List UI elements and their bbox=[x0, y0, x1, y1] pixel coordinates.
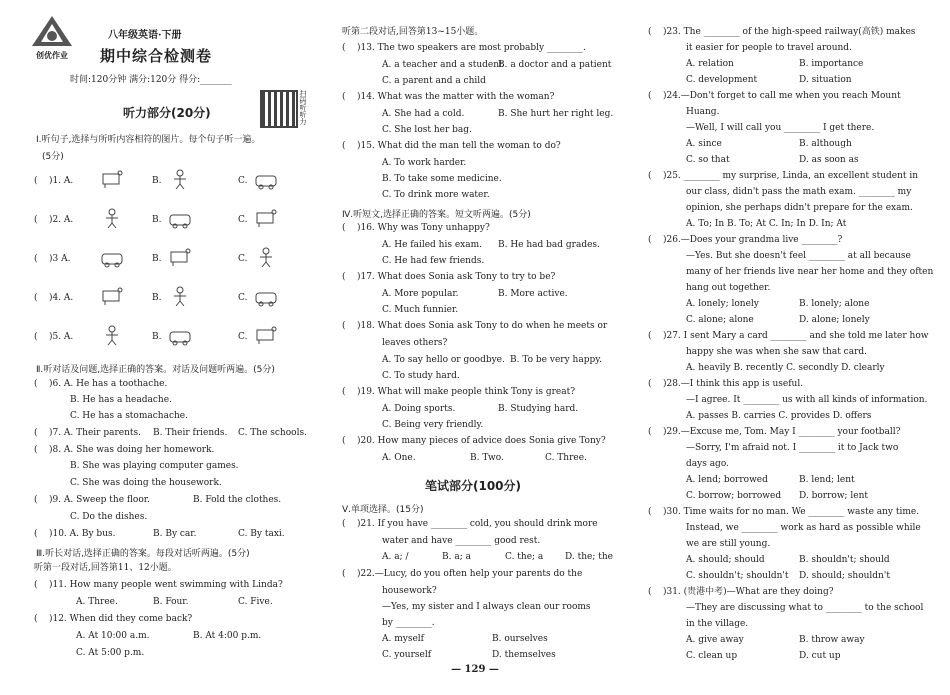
q22: ( )22.—Lucy, do you often help your parents do the bbox=[342, 569, 583, 579]
q18-line2: leaves others? bbox=[382, 338, 448, 348]
q11-option-c: C. Five. bbox=[238, 597, 273, 607]
q12-option-c: C. At 5:00 p.m. bbox=[76, 648, 145, 658]
q4-picture-c[interactable] bbox=[254, 285, 278, 307]
qr-label: 扫码听听力 bbox=[299, 90, 307, 125]
q13: ( )13. The two speakers are most probably ________. bbox=[342, 43, 586, 53]
q3-picture-a[interactable] bbox=[100, 246, 124, 268]
scene-icon bbox=[254, 168, 278, 190]
q19: ( )19. What will make people think Tony is great? bbox=[342, 387, 576, 397]
q5-option-b: B. bbox=[152, 332, 162, 342]
q18-option-c: C. To study hard. bbox=[382, 371, 460, 381]
q22-option-d: D. themselves bbox=[492, 650, 556, 660]
logo-text: 创优作业 bbox=[36, 50, 68, 60]
q29-line3: days ago. bbox=[686, 459, 729, 469]
q1-picture-b[interactable] bbox=[168, 168, 192, 190]
q4-option-c: C. bbox=[238, 293, 248, 303]
q25-options: A. To; In B. To; At C. In; In D. In; At bbox=[686, 219, 847, 229]
q31-option-c: C. clean up bbox=[686, 651, 738, 661]
q29-option-c: C. borrow; borrowed bbox=[686, 491, 782, 501]
q22-option-b: B. ourselves bbox=[492, 634, 548, 644]
q3-picture-c[interactable] bbox=[254, 246, 278, 268]
q22-line3: —Yes, my sister and I always clean our rooms bbox=[382, 602, 591, 612]
q4-option-b: B. bbox=[152, 293, 162, 303]
q23-option-b: B. importance bbox=[799, 59, 864, 69]
q4-label: ( )4. A. bbox=[34, 293, 74, 303]
q6: ( )6. A. He has a toothache. bbox=[34, 379, 168, 389]
q2-picture-b[interactable] bbox=[168, 207, 192, 229]
q15-option-c: C. To drink more water. bbox=[382, 190, 490, 200]
q11-option-a: A. Three. bbox=[76, 597, 118, 607]
left-column bbox=[28, 0, 313, 695]
q16-option-b: B. He had bad grades. bbox=[498, 240, 600, 250]
q20-option-a: A. One. bbox=[382, 453, 416, 463]
section-3-title: Ⅲ.听长对话,选择正确的答案。每段对话听两遍。(5分) bbox=[36, 549, 250, 559]
q23: ( )23. The ________ of the high-speed railway(高铁) makes bbox=[648, 27, 916, 37]
q30-option-b: B. shouldn't; should bbox=[799, 555, 890, 565]
q21-option-b: B. a; a bbox=[442, 552, 471, 562]
q26-line4: hang out together. bbox=[686, 283, 771, 293]
scene-icon bbox=[254, 246, 278, 268]
q1-option-c: C. bbox=[238, 176, 248, 186]
section-3-sub2: 听第二段对话,回答第13~15小题。 bbox=[342, 27, 484, 37]
scene-icon bbox=[168, 207, 192, 229]
scene-icon bbox=[100, 324, 124, 346]
q1-picture-c[interactable] bbox=[254, 168, 278, 190]
q19-option-c: C. Being very friendly. bbox=[382, 420, 484, 430]
q3-option-b: B. bbox=[152, 254, 162, 264]
middle-column bbox=[340, 0, 622, 695]
q26-option-b: B. lonely; alone bbox=[799, 299, 870, 309]
q2-picture-c[interactable] bbox=[254, 207, 278, 229]
q29-option-a: A. lend; borrowed bbox=[686, 475, 768, 485]
q9-option-b: B. Fold the clothes. bbox=[193, 495, 282, 505]
q8-option-b: B. She was playing computer games. bbox=[70, 461, 239, 471]
q2-option-c: C. bbox=[238, 215, 248, 225]
q27: ( )27. I sent Mary a card ________ and she told me later how bbox=[648, 331, 929, 341]
scene-icon bbox=[168, 324, 192, 346]
q24-option-b: B. although bbox=[799, 139, 852, 149]
q30-option-d: D. should; shouldn't bbox=[799, 571, 890, 581]
listening-title: 听力部分(20分) bbox=[123, 106, 211, 120]
q25: ( )25. ________ my surprise, Linda, an excellent student in bbox=[648, 171, 919, 181]
q14-option-c: C. She lost her bag. bbox=[382, 125, 472, 135]
right-column bbox=[646, 0, 934, 695]
q14-option-b: B. She hurt her right leg. bbox=[498, 109, 614, 119]
q20-option-b: B. Two. bbox=[470, 453, 504, 463]
q14-option-a: A. She had a cold. bbox=[382, 109, 465, 119]
q31-option-b: B. throw away bbox=[799, 635, 865, 645]
page-title: 期中综合检测卷 bbox=[100, 47, 213, 65]
q3-picture-b[interactable] bbox=[168, 246, 192, 268]
q26-option-a: A. lonely; lonely bbox=[686, 299, 759, 309]
q5-picture-b[interactable] bbox=[168, 324, 192, 346]
q31-line2: —They are discussing what to ________ to the school bbox=[686, 603, 924, 613]
q25-line3: opinion, she perhaps didn't prepare for the exam. bbox=[686, 203, 913, 213]
q21: ( )21. If you have ________ cold, you should drink more bbox=[342, 519, 598, 529]
q23-option-a: A. relation bbox=[686, 59, 734, 69]
q29-line2: —Sorry, I'm afraid not. I ________ it to Jack two bbox=[686, 443, 899, 453]
q7-option-b: B. Their friends. bbox=[153, 428, 228, 438]
scene-icon bbox=[254, 207, 278, 229]
q28-line2: —I agree. It ________ us with all kinds of information. bbox=[686, 395, 928, 405]
q12: ( )12. When did they come back? bbox=[34, 614, 193, 624]
q12-option-a: A. At 10:00 a.m. bbox=[76, 631, 150, 641]
scene-icon bbox=[100, 246, 124, 268]
q22-option-a: A. myself bbox=[382, 634, 424, 644]
q26-line2: —Yes. But she doesn't feel ________ at all because bbox=[686, 251, 911, 261]
q5-picture-a[interactable] bbox=[100, 324, 124, 346]
q11: ( )11. How many people went swimming with Linda? bbox=[34, 580, 283, 590]
scene-icon bbox=[168, 285, 192, 307]
q8: ( )8. A. She was doing her homework. bbox=[34, 445, 215, 455]
q30: ( )30. Time waits for no man. We ________ waste any time. bbox=[648, 507, 920, 517]
section-1-score: (5分) bbox=[42, 152, 64, 162]
q24-option-d: D. as soon as bbox=[799, 155, 859, 165]
section-3-sub: 听第一段对话,回答第11、12小题。 bbox=[34, 563, 177, 573]
logo bbox=[30, 14, 74, 60]
section-1-title: Ⅰ.听句子,选择与所听内容相符的图片。每个句子听一遍。 bbox=[36, 135, 261, 145]
q23-line2: it easier for people to travel around. bbox=[686, 43, 852, 53]
q21-line2: water and have ________ good rest. bbox=[382, 536, 541, 546]
q13-option-c: C. a parent and a child bbox=[382, 76, 486, 86]
section-4-title: Ⅳ.听短文,选择正确的答案。短文听两遍。(5分) bbox=[342, 210, 531, 220]
q3-label: ( )3 A. bbox=[34, 254, 71, 264]
q9: ( )9. A. Sweep the floor. bbox=[34, 495, 150, 505]
q30-line3: we are still young. bbox=[686, 539, 771, 549]
grade-label: 八年级英语·下册 bbox=[108, 30, 182, 41]
q5-picture-c[interactable] bbox=[254, 324, 278, 346]
q1-picture-a[interactable] bbox=[100, 168, 124, 190]
q21-option-d: D. the; the bbox=[565, 552, 613, 562]
qr-code[interactable] bbox=[260, 90, 298, 128]
q25-line2: our class, didn't pass the math exam. ________ my bbox=[686, 187, 912, 197]
section-5-title: Ⅴ.单项选择。(15分) bbox=[342, 505, 424, 515]
q16-option-c: C. He had few friends. bbox=[382, 256, 485, 266]
q8-option-c: C. She was doing the housework. bbox=[70, 478, 222, 488]
q21-option-c: C. the; a bbox=[505, 552, 544, 562]
q18: ( )18. What does Sonia ask Tony to do when he meets or bbox=[342, 321, 608, 331]
q22-option-c: C. yourself bbox=[382, 650, 432, 660]
q30-option-a: A. should; should bbox=[686, 555, 765, 565]
q23-option-c: C. development bbox=[686, 75, 758, 85]
q21-option-a: A. a; / bbox=[382, 552, 409, 562]
q6-option-b: B. He has a headache. bbox=[70, 395, 172, 405]
q24-line2: Huang. bbox=[686, 107, 720, 117]
scene-icon bbox=[100, 285, 124, 307]
q1-label: ( )1. A. bbox=[34, 176, 74, 186]
q30-option-c: C. shouldn't; shouldn't bbox=[686, 571, 789, 581]
q24-line3: —Well, I will call you ________ I get there. bbox=[686, 123, 875, 133]
q28-options: A. passes B. carries C. provides D. offers bbox=[686, 411, 872, 421]
section-2-title: Ⅱ.听对话及问题,选择正确的答案。对话及问题听两遍。(5分) bbox=[36, 365, 275, 375]
q4-picture-a[interactable] bbox=[100, 285, 124, 307]
q24-option-a: A. since bbox=[686, 139, 722, 149]
q9-option-c: C. Do the dishes. bbox=[70, 512, 148, 522]
q13-option-b: B. a doctor and a patient bbox=[498, 60, 612, 70]
q27-line2: happy she was when she saw that card. bbox=[686, 347, 868, 357]
q7: ( )7. A. Their parents. bbox=[34, 428, 141, 438]
q2-label: ( )2. A. bbox=[34, 215, 74, 225]
q24: ( )24.—Don't forget to call me when you reach Mount bbox=[648, 91, 901, 101]
q10: ( )10. A. By bus. bbox=[34, 529, 116, 539]
scene-icon bbox=[168, 168, 192, 190]
q20-option-c: C. Three. bbox=[545, 453, 587, 463]
q31: ( )31. (贵港中考)—What are they doing? bbox=[648, 587, 834, 597]
q17: ( )17. What does Sonia ask Tony to try to be? bbox=[342, 272, 556, 282]
q5-option-c: C. bbox=[238, 332, 248, 342]
q31-option-a: A. give away bbox=[686, 635, 744, 645]
scene-icon bbox=[254, 285, 278, 307]
q16-option-a: A. He failed his exam. bbox=[382, 240, 482, 250]
q26-line3: many of her friends live near her home and they often bbox=[686, 267, 934, 277]
q15-option-b: B. To take some medicine. bbox=[382, 174, 502, 184]
logo-icon bbox=[30, 14, 74, 48]
q15-option-a: A. To work harder. bbox=[382, 158, 467, 168]
q31-line3: in the village. bbox=[686, 619, 749, 629]
q22-line4: by ________. bbox=[382, 618, 435, 628]
q31-option-d: D. cut up bbox=[799, 651, 841, 661]
q15: ( )15. What did the man tell the woman to do? bbox=[342, 141, 561, 151]
q26-option-c: C. alone; alone bbox=[686, 315, 754, 325]
q16: ( )16. Why was Tony unhappy? bbox=[342, 223, 490, 233]
q1-option-b: B. bbox=[152, 176, 162, 186]
q4-picture-b[interactable] bbox=[168, 285, 192, 307]
q26: ( )26.—Does your grandma live ________? bbox=[648, 235, 843, 245]
q18-option-b: B. To be very happy. bbox=[510, 355, 602, 365]
q29: ( )29.—Excuse me, Tom. May I ________ your football? bbox=[648, 427, 901, 437]
q12-option-b: B. At 4:00 p.m. bbox=[193, 631, 262, 641]
q27-options: A. heavily B. recently C. secondly D. clearly bbox=[686, 363, 885, 373]
q7-option-c: C. The schools. bbox=[238, 428, 307, 438]
q11-option-b: B. Four. bbox=[153, 597, 189, 607]
q6-option-c: C. He has a stomachache. bbox=[70, 411, 188, 421]
q17-option-b: B. More active. bbox=[498, 289, 568, 299]
exam-meta: 时间:120分钟 满分:120分 得分:_______ bbox=[70, 75, 232, 85]
scene-icon bbox=[100, 168, 124, 190]
q2-option-b: B. bbox=[152, 215, 162, 225]
q10-option-b: B. By car. bbox=[153, 529, 197, 539]
q17-option-c: C. Much funnier. bbox=[382, 305, 459, 315]
written-title: 笔试部分(100分) bbox=[425, 479, 522, 493]
scene-icon bbox=[168, 246, 192, 268]
scene-icon bbox=[100, 207, 124, 229]
q10-option-c: C. By taxi. bbox=[238, 529, 285, 539]
q23-option-d: D. situation bbox=[799, 75, 852, 85]
q24-option-c: C. so that bbox=[686, 155, 730, 165]
q18-option-a: A. To say hello or goodbye. bbox=[382, 355, 505, 365]
scene-icon bbox=[254, 324, 278, 346]
q28: ( )28.—I think this app is useful. bbox=[648, 379, 804, 389]
q2-picture-a[interactable] bbox=[100, 207, 124, 229]
q22-line2: housework? bbox=[382, 586, 437, 596]
q30-line2: Instead, we ________ work as hard as possible while bbox=[686, 523, 921, 533]
q29-option-d: D. borrow; lent bbox=[799, 491, 869, 501]
q17-option-a: A. More popular. bbox=[382, 289, 459, 299]
q26-option-d: D. alone; lonely bbox=[799, 315, 870, 325]
q29-option-b: B. lend; lent bbox=[799, 475, 855, 485]
q3-option-c: C. bbox=[238, 254, 248, 264]
q5-label: ( )5. A. bbox=[34, 332, 74, 342]
q20: ( )20. How many pieces of advice does Sonia give Tony? bbox=[342, 436, 606, 446]
q14: ( )14. What was the matter with the woman? bbox=[342, 92, 555, 102]
page-number: — 129 — bbox=[451, 664, 499, 675]
q19-option-b: B. Studying hard. bbox=[498, 404, 579, 414]
q19-option-a: A. Doing sports. bbox=[382, 404, 456, 414]
q13-option-a: A. a teacher and a student bbox=[382, 60, 503, 70]
